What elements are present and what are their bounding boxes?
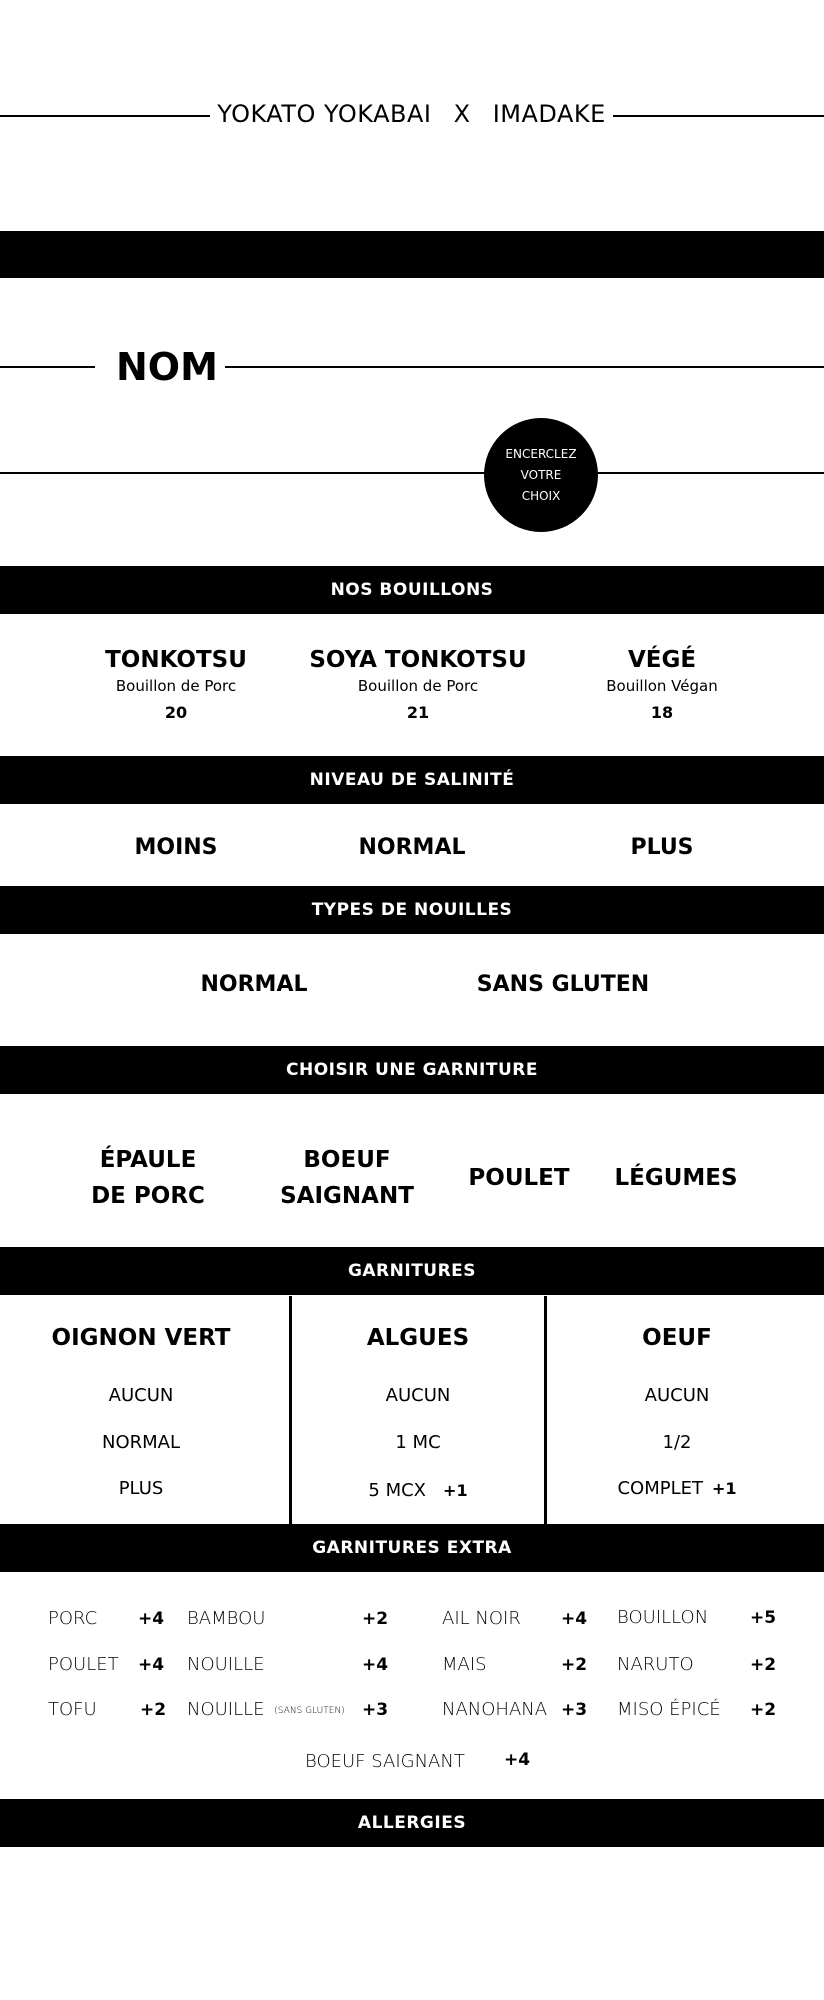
topping-option[interactable] bbox=[617, 1478, 736, 1499]
section-garniture: CHOISIR UNE GARNITURE bbox=[0, 1046, 824, 1094]
header-title bbox=[210, 100, 613, 128]
header-title-left: YOKATO YOKABAI bbox=[217, 100, 432, 128]
extra-item[interactable]: PORC bbox=[48, 1608, 98, 1629]
extra-item[interactable]: MAIS bbox=[442, 1654, 487, 1675]
extra-price: +3 bbox=[362, 1700, 389, 1720]
salinity-option[interactable]: PLUS bbox=[630, 835, 694, 860]
broth-option[interactable] bbox=[309, 647, 526, 722]
extra-item[interactable]: AIL NOIR bbox=[442, 1608, 521, 1629]
topping-option[interactable]: AUCUN bbox=[108, 1385, 174, 1406]
circle-line-1: ENCERCLEZ bbox=[505, 446, 577, 461]
section-salinite: NIVEAU DE SALINITÉ bbox=[0, 756, 824, 804]
extra-price: +2 bbox=[362, 1609, 389, 1629]
topping-title: OEUF bbox=[642, 1325, 712, 1351]
extra-item[interactable]: TOFU bbox=[48, 1699, 97, 1720]
protein-option[interactable] bbox=[280, 1142, 414, 1214]
noodle-option[interactable]: NORMAL bbox=[200, 972, 308, 997]
extra-item[interactable]: NOUILLE bbox=[187, 1654, 265, 1675]
topping-option[interactable] bbox=[368, 1480, 467, 1501]
extra-item[interactable]: NARUTO bbox=[617, 1654, 694, 1675]
header-title-right: IMADAKE bbox=[492, 100, 606, 128]
extra-price: +2 bbox=[750, 1655, 777, 1675]
extra-item[interactable]: BOEUF SAIGNANT bbox=[305, 1751, 465, 1772]
topping-option-label: 5 MCX bbox=[368, 1480, 427, 1501]
broth-desc: Bouillon de Porc bbox=[357, 677, 479, 695]
section-garnitures: GARNITURES bbox=[0, 1247, 824, 1295]
protein-line-1: ÉPAULE bbox=[99, 1147, 197, 1173]
top-band bbox=[0, 231, 824, 278]
protein-option[interactable] bbox=[91, 1142, 205, 1214]
topping-option[interactable]: NORMAL bbox=[101, 1432, 181, 1453]
topping-option[interactable]: PLUS bbox=[118, 1478, 164, 1499]
extra-price: +4 bbox=[561, 1609, 588, 1629]
protein-line-1: LÉGUMES bbox=[614, 1165, 738, 1191]
topping-title: OIGNON VERT bbox=[51, 1325, 231, 1351]
broth-option[interactable] bbox=[606, 647, 717, 722]
extra-price: +3 bbox=[561, 1700, 588, 1720]
broth-desc: Bouillon Végan bbox=[606, 677, 718, 695]
circle-choice-badge bbox=[484, 418, 598, 532]
topping-option[interactable]: AUCUN bbox=[385, 1385, 451, 1406]
topping-option-extra: +1 bbox=[712, 1479, 737, 1498]
write-line[interactable] bbox=[0, 472, 824, 474]
broth-price: 18 bbox=[650, 703, 674, 722]
extra-item[interactable]: BOUILLON bbox=[617, 1607, 709, 1628]
protein-line-2: DE PORC bbox=[91, 1183, 205, 1209]
protein-line-1: POULET bbox=[468, 1165, 570, 1191]
broth-price: 20 bbox=[164, 703, 188, 722]
salinity-option[interactable]: MOINS bbox=[134, 835, 218, 860]
extra-price: +4 bbox=[138, 1655, 165, 1675]
topping-option[interactable]: AUCUN bbox=[644, 1385, 710, 1406]
protein-line-1: BOEUF bbox=[303, 1147, 391, 1173]
extra-item[interactable]: MISO ÉPICÉ bbox=[617, 1699, 721, 1720]
name-label: NOM bbox=[116, 345, 218, 389]
broth-price: 21 bbox=[406, 703, 430, 722]
extra-price: +5 bbox=[750, 1608, 777, 1628]
topping-option-label: COMPLET bbox=[617, 1478, 703, 1499]
extra-item[interactable]: NANOHANA bbox=[442, 1699, 548, 1720]
broth-desc: Bouillon de Porc bbox=[115, 677, 237, 695]
protein-option[interactable] bbox=[614, 1160, 737, 1196]
header-title-x: X bbox=[453, 100, 471, 128]
name-rule-left bbox=[0, 366, 95, 368]
topping-option-extra: +1 bbox=[443, 1481, 468, 1500]
column-divider bbox=[289, 1296, 292, 1526]
broth-name: VÉGÉ bbox=[627, 647, 697, 673]
extra-item-note: (SANS GLUTEN) bbox=[274, 1706, 345, 1716]
section-extra: GARNITURES EXTRA bbox=[0, 1524, 824, 1572]
topping-title: ALGUES bbox=[366, 1325, 470, 1351]
salinity-option[interactable]: NORMAL bbox=[358, 835, 466, 860]
extra-price: +4 bbox=[362, 1655, 389, 1675]
extra-price: +2 bbox=[140, 1700, 167, 1720]
extra-price: +2 bbox=[750, 1700, 777, 1720]
broth-name: SOYA TONKOTSU bbox=[309, 647, 527, 673]
circle-line-2: VOTRE bbox=[520, 467, 562, 482]
section-bouillons: NOS BOUILLONS bbox=[0, 566, 824, 614]
extra-item[interactable] bbox=[187, 1699, 345, 1720]
allergies-write-area[interactable] bbox=[0, 1847, 824, 2000]
extra-price: +4 bbox=[504, 1750, 531, 1770]
noodle-option[interactable]: SANS GLUTEN bbox=[476, 972, 650, 997]
header-rule-left bbox=[0, 115, 210, 117]
section-nouilles: TYPES DE NOUILLES bbox=[0, 886, 824, 934]
protein-line-2: SAIGNANT bbox=[280, 1183, 414, 1209]
section-allergies: ALLERGIES bbox=[0, 1799, 824, 1847]
extra-item-label: NOUILLE bbox=[187, 1699, 265, 1720]
topping-option[interactable]: 1/2 bbox=[662, 1432, 692, 1453]
circle-line-3: CHOIX bbox=[521, 488, 561, 503]
name-field-line[interactable] bbox=[225, 366, 824, 368]
extra-item[interactable]: POULET bbox=[48, 1654, 119, 1675]
topping-option[interactable]: 1 MC bbox=[395, 1432, 441, 1453]
broth-option[interactable] bbox=[105, 647, 247, 722]
extra-item[interactable]: BAMBOU bbox=[187, 1608, 266, 1629]
extra-price: +4 bbox=[138, 1609, 165, 1629]
protein-option[interactable] bbox=[468, 1160, 569, 1196]
broth-name: TONKOTSU bbox=[105, 647, 247, 673]
extra-price: +2 bbox=[561, 1655, 588, 1675]
header-rule-right bbox=[613, 115, 824, 117]
column-divider bbox=[544, 1296, 547, 1526]
